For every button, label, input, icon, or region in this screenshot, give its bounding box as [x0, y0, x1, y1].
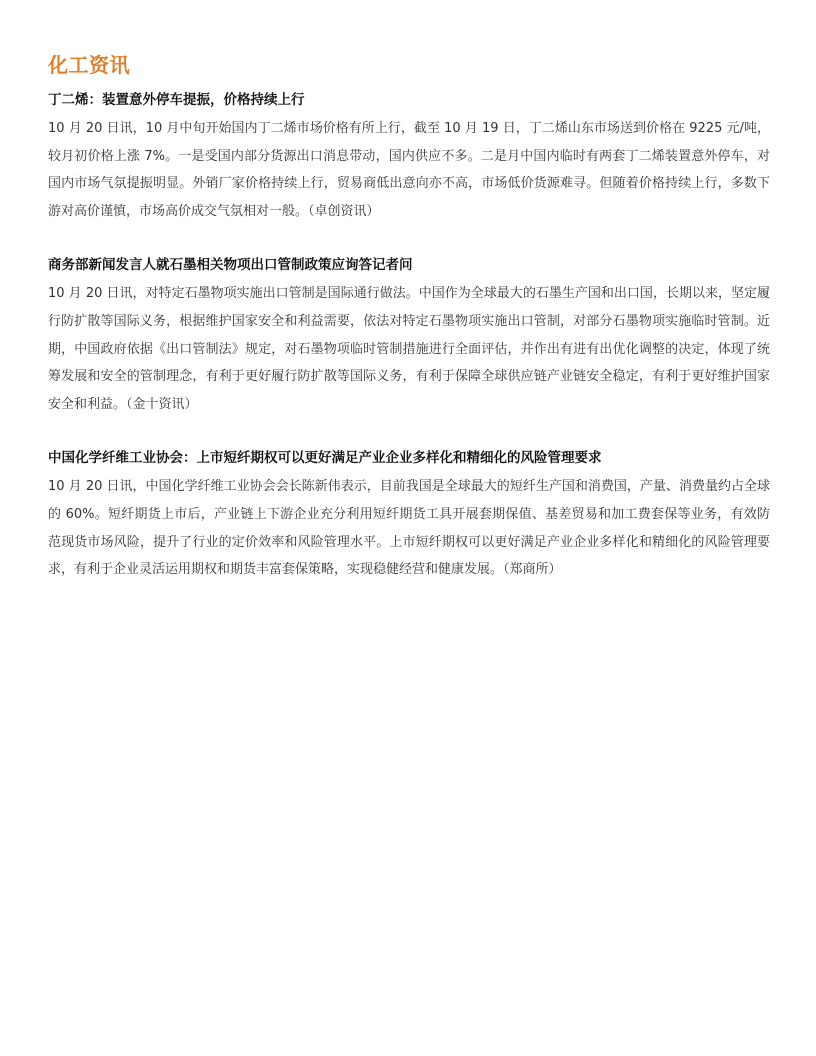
article-butadiene	[48, 90, 770, 225]
article-graphite-export	[48, 255, 770, 418]
article-body: 10 月 20 日讯，10 月中旬开始国内丁二烯市场价格有所上行，截至 10 月 19 日，丁二烯山东市场送到价格在 9225 元/吨，较月初价格上涨 7%。一是受国内部分货源出口消息带动，国内供应不多。二是月中国内临时有两套丁二烯装置意外停车，对国内市场气氛提振明显。外销厂家价格持续上行，贸易商低出意向亦不高，市场低价货源难寻。但随着价格持续上行，多数下游对高价谨慎，市场高价成交气氛相对一般。（卓创资讯）	[48, 121, 770, 219]
section-title: 化工资讯	[48, 53, 130, 77]
article-title: 商务部新闻发言人就石墨相关物项出口管制政策应询答记者问	[48, 257, 413, 274]
document-page	[48, 52, 770, 614]
article-body: 10 月 20 日讯，对特定石墨物项实施出口管制是国际通行做法。中国作为全球最大的石墨生产国和出口国，长期以来，坚定履行防扩散等国际义务，根据维护国家安全和利益需要，依法对特定石墨物项实施出口管制，对部分石墨物项实施临时管制。近期，中国政府依据《出口管制法》规定，对石墨物项临时管制措施进行全面评估，并作出有进有出优化调整的决定，体现了统筹发展和安全的管制理念，有利于更好履行防扩散等国际义务，有利于保障全球供应链产业链安全稳定，有利于更好维护国家安全和利益。（金十资讯）	[48, 286, 770, 412]
article-body: 10 月 20 日讯，中国化学纤维工业协会会长陈新伟表示，目前我国是全球最大的短纤生产国和消费国，产量、消费量约占全球的 60%。短纤期货上市后，产业链上下游企业充分利用短纤期货工具开展套期保值、基差贸易和加工费套保等业务，有效防范现货市场风险，提升了行业的定价效率和风险管理水平。上市短纤期权可以更好满足产业企业多样化和精细化的风险管理要求，有利于企业灵活运用期权和期货丰富套保策略，实现稳健经营和健康发展。（郑商所）	[48, 479, 770, 578]
article-staple-fiber-options	[48, 448, 770, 583]
article-title: 中国化学纤维工业协会：上市短纤期权可以更好满足产业企业多样化和精细化的风险管理要求	[48, 450, 602, 467]
article-title: 丁二烯：装置意外停车提振，价格持续上行	[48, 92, 305, 108]
